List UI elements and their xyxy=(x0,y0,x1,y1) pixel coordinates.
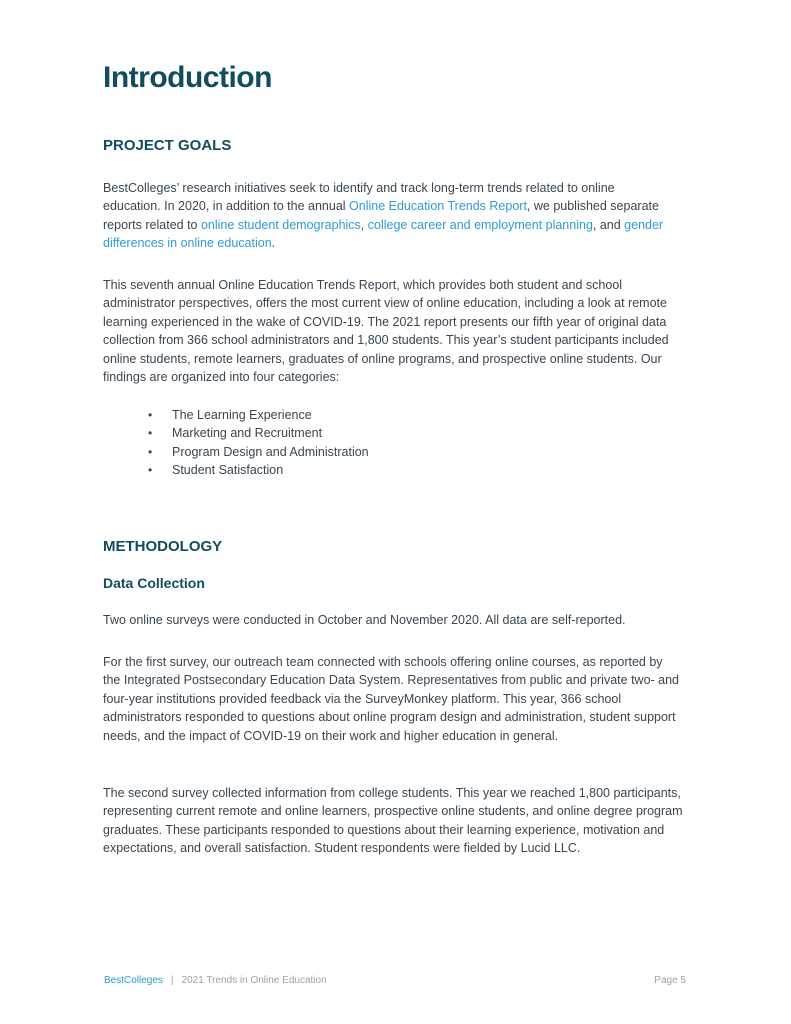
project-goals-heading: PROJECT GOALS xyxy=(103,137,232,154)
methodology-heading: METHODOLOGY xyxy=(103,538,223,555)
footer-separator: | xyxy=(170,975,174,986)
list-item-label: Program Design and Administration xyxy=(172,444,369,459)
text-segment: BestColleges’ research initiatives seek to identify and track long-term trends related to online education. In 2020, in addition to the annual xyxy=(103,181,615,214)
bullet-icon: • xyxy=(148,426,153,441)
methodology-paragraph-1: Two online surveys were conducted in October and November 2020. All data are self-reported. xyxy=(103,613,626,627)
list-item xyxy=(103,406,369,424)
list-item xyxy=(103,461,369,479)
footer-document-title: 2021 Trends in Online Education xyxy=(181,975,327,986)
findings-category-list xyxy=(103,406,369,480)
page-footer xyxy=(104,974,686,988)
list-item-label: The Learning Experience xyxy=(172,408,312,422)
project-goals-paragraph-2: This seventh annual Online Education Trends Report, which provides both student and school administrator perspectives, offers the most current view of online education, including a look at remote learning experienced in the wake of COVID-19. The 2021 report presents our fifth year of original data collection from 366 school administrators and 1,800 students. This year’s student participants included online students, remote learners, graduates of online programs, and prospective online students. Our findings are organized into four categories: xyxy=(103,278,669,385)
list-item xyxy=(103,443,369,461)
text-segment: , xyxy=(360,217,368,232)
bullet-icon: • xyxy=(148,408,153,422)
methodology-paragraph-2: For the first survey, our outreach team connected with schools offering online courses, as reported by the Integrated Postsecondary Education Data System. Representatives from public and private two- and four-year institutions provided feedback via the SurveyMonkey platform. This year, 366 school administrators responded to questions about online program design and administration, student support needs, and the impact of COVID-19 on their work and higher education in general. xyxy=(103,655,680,743)
text-segment: . xyxy=(271,236,276,251)
college-career-planning-link[interactable]: college career and employment planning xyxy=(367,217,593,232)
bullet-icon: • xyxy=(148,463,153,478)
bullet-icon: • xyxy=(148,444,153,459)
list-item-label: Student Satisfaction xyxy=(172,463,284,478)
online-student-demographics-link[interactable]: online student demographics xyxy=(200,217,361,232)
list-item xyxy=(103,424,369,442)
footer-brand: BestColleges xyxy=(104,975,163,986)
methodology-paragraph-3: The second survey collected information from college students. This year we reached 1,800 participants, representing current remote and online learners, prospective online students, and online degree program graduates. These participants responded to questions about their learning experience, motivation and expectations, and overall satisfaction. Student respondents were fielded by Lucid LLC. xyxy=(103,786,683,856)
project-goals-paragraph-1 xyxy=(103,179,673,253)
text-segment: , we published separate reports related to xyxy=(103,199,659,232)
page-number: Page 5 xyxy=(654,975,686,986)
text-segment: , and xyxy=(592,217,625,232)
data-collection-subheading: Data Collection xyxy=(103,575,205,591)
gender-differences-link[interactable]: gender differences in online education xyxy=(103,217,664,251)
list-item-label: Marketing and Recruitment xyxy=(172,426,323,441)
page-title: Introduction xyxy=(103,61,272,94)
online-education-trends-report-link[interactable]: Online Education Trends Report xyxy=(349,199,527,214)
